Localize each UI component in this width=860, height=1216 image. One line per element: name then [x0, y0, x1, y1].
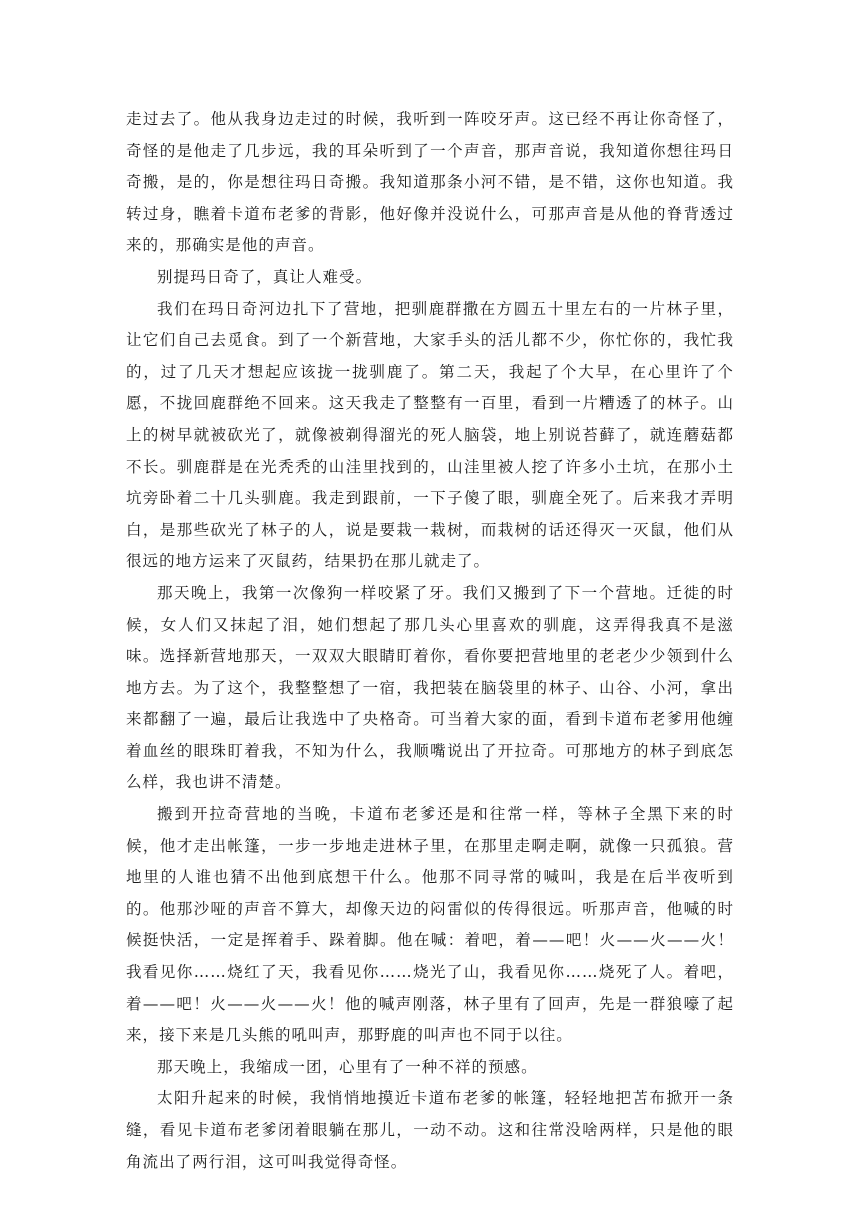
paragraph-4: 那天晚上，我第一次像狗一样咬紧了牙。我们又搬到了下一个营地。迁徙的时候，女人们又抹起了泪，她们想起了那几头心里喜欢的驯鹿，这弄得我真不是滋味。选择新营地那天，一双双大眼睛盯着你，看你要把营地里的老老少少领到什么地方去。为了这个，我整整想了一宿，我把装在脑袋里的林子、山谷、小河，拿出来都翻了一遍，最后让我选中了央格奇。可当着大家的面，看到卡道布老爹用他缠着血丝的眼珠盯着我，不知为什么，我顺嘴说出了开拉奇。可那地方的林子到底怎么样，我也讲不清楚。: [126, 583, 734, 792]
paragraph-6: 那天晚上，我缩成一团，心里有了一种不祥的预感。: [157, 1057, 538, 1076]
paragraph-7: 太阳升起来的时候，我悄悄地摸近卡道布老爹的帐篷，轻轻地把苫布掀开一条缝，看见卡道布老爹闭着眼躺在那儿，一动不动。这和往常没啥两样，只是他的眼角流出了两行泪，这可叫我觉得奇怪。: [126, 1089, 734, 1171]
paragraph-1: 走过去了。他从我身边走过的时候，我听到一阵咬牙声。这已经不再让你奇怪了，奇怪的是他走了几步远，我的耳朵听到了一个声音，那声音说，我知道你想往玛日奇搬，是的，你是想往玛日奇搬。我知道那条小河不错，是不错，这你也知道。我转过身，瞧着卡道布老爹的背影，他好像并没说什么，可那声音是从他的脊背透过来的，那确实是他的声音。: [126, 110, 734, 255]
paragraph-3: 我们在玛日奇河边扎下了营地，把驯鹿群撒在方圆五十里左右的一片林子里，让它们自己去觅食。到了一个新营地，大家手头的活儿都不少，你忙你的，我忙我的，过了几天才想起应该拢一拢驯鹿了。第二天，我起了个大早，在心里许了个愿，不拢回鹿群绝不回来。这天我走了整整有一百里，看到一片糟透了的林子。山上的树早就被砍光了，就像被剃得溜光的死人脑袋，地上别说苔藓了，就连蘑菇都不长。驯鹿群是在光秃秃的山洼里找到的，山洼里被人挖了许多小土坑，在那小土坑旁卧着二十几头驯鹿。我走到跟前，一下子傻了眼，驯鹿全死了。后来我才弄明白，是那些砍光了林子的人，说是要栽一栽树，而栽树的话还得灭一灭鼠，他们从很远的地方运来了灭鼠药，结果扔在那儿就走了。: [126, 299, 734, 571]
paragraph-5: 搬到开拉奇营地的当晚，卡道布老爹还是和往常一样，等林子全黑下来的时候，他才走出帐篷，一步一步地走进林子里，在那里走啊走啊，就像一只孤狼。营地里的人谁也猜不出他到底想干什么。他那不同寻常的喊叫，我是在后半夜听到的。他那沙哑的声音不算大，却像天边的闷雷似的传得很远。听那声音，他喊的时候挺快活，一定是挥着手、跺着脚。他在喊：着吧，着——吧！火——火——火！我看见你……烧红了天，我看见你……烧光了山，我看见你……烧死了人。着吧，着——吧！火——火——火！他的喊声刚落，林子里有了回声，先是一群狼嚎了起来，接下来是几头熊的吼叫声，那野鹿的叫声也不同于以往。: [126, 805, 734, 1045]
paragraph-2: 别提玛日奇了，真让人难受。: [157, 267, 373, 286]
document-body: [126, 104, 734, 1178]
